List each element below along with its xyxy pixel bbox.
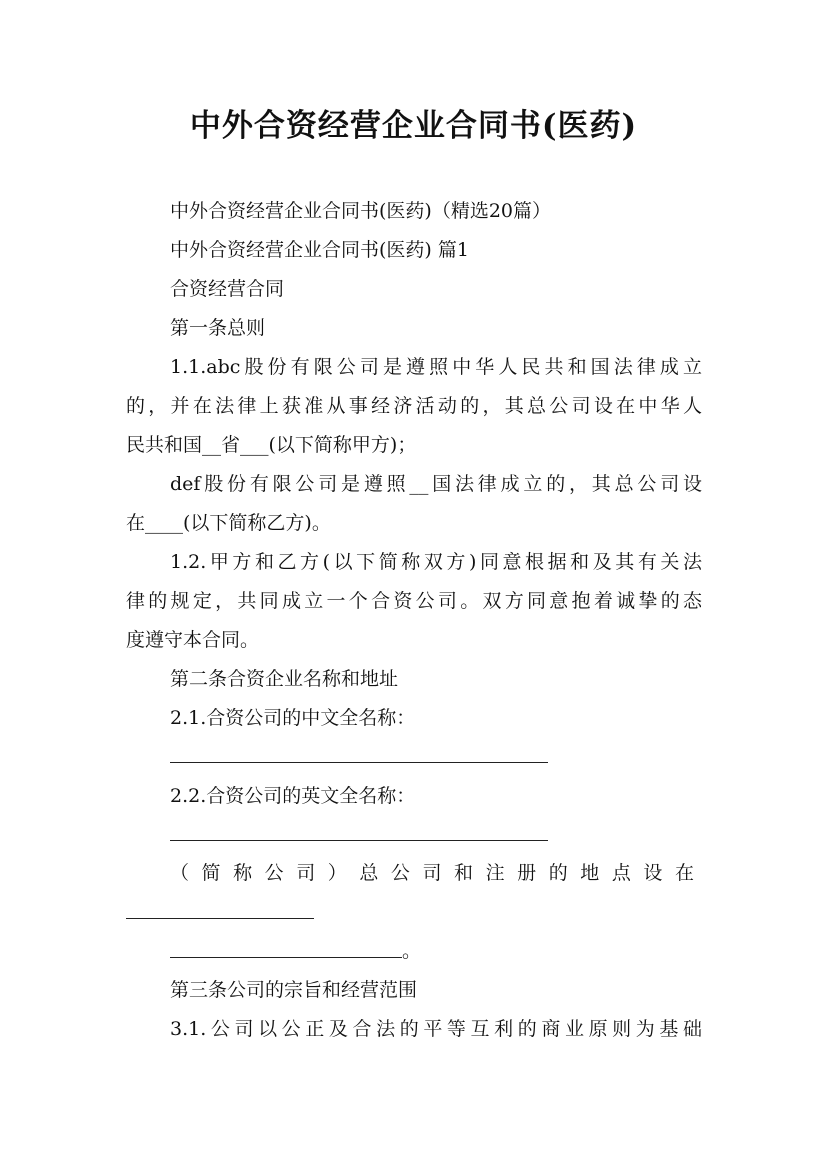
article-heading: 第一条总则 (170, 317, 266, 339)
paragraph-line: 民共和国__省___(以下简称甲方)； (126, 434, 417, 456)
fill-in-blank (170, 957, 402, 958)
paragraph-line: 律的规定，共同成立一个合资公司。双方同意抱着诚挚的态 (126, 590, 702, 612)
fill-in-blank (170, 840, 548, 841)
period-mark: 。 (402, 940, 422, 962)
paragraph-line: （简称公司）总公司和注册的地点设在 (170, 862, 702, 884)
clause-line: 2.2.合资公司的英文全名称： (170, 785, 416, 807)
paragraph-line: 1.2.甲方和乙方(以下简称双方)同意根据和及其有关法 (170, 551, 702, 573)
article-heading: 第三条公司的宗旨和经营范围 (170, 979, 418, 1001)
subtitle-line: 中外合资经营企业合同书(医药)（精选20篇） (170, 200, 552, 222)
document-title: 中外合资经营企业合同书(医药) (189, 108, 638, 144)
section-heading-line: 中外合资经营企业合同书(医药) 篇1 (170, 239, 469, 261)
paragraph-line: 度遵守本合同。 (126, 629, 260, 651)
paragraph-line: def股份有限公司是遵照__国法律成立的，其总公司设 (170, 473, 702, 495)
article-heading: 第二条合资企业名称和地址 (170, 668, 399, 690)
paragraph-line: 1.1.abc股份有限公司是遵照中华人民共和国法律成立 (170, 356, 702, 378)
contract-heading: 合资经营合同 (170, 278, 285, 300)
paragraph-line: 3.1.公司以公正及合法的平等互利的商业原则为基础 (170, 1018, 702, 1040)
fill-in-blank (126, 918, 314, 919)
clause-line: 2.1.合资公司的中文全名称： (170, 707, 416, 729)
fill-in-blank (170, 762, 548, 763)
paragraph-line: 的，并在法律上获准从事经济活动的，其总公司设在中华人 (126, 395, 702, 417)
paragraph-line: 在____(以下简称乙方)。 (126, 512, 331, 534)
